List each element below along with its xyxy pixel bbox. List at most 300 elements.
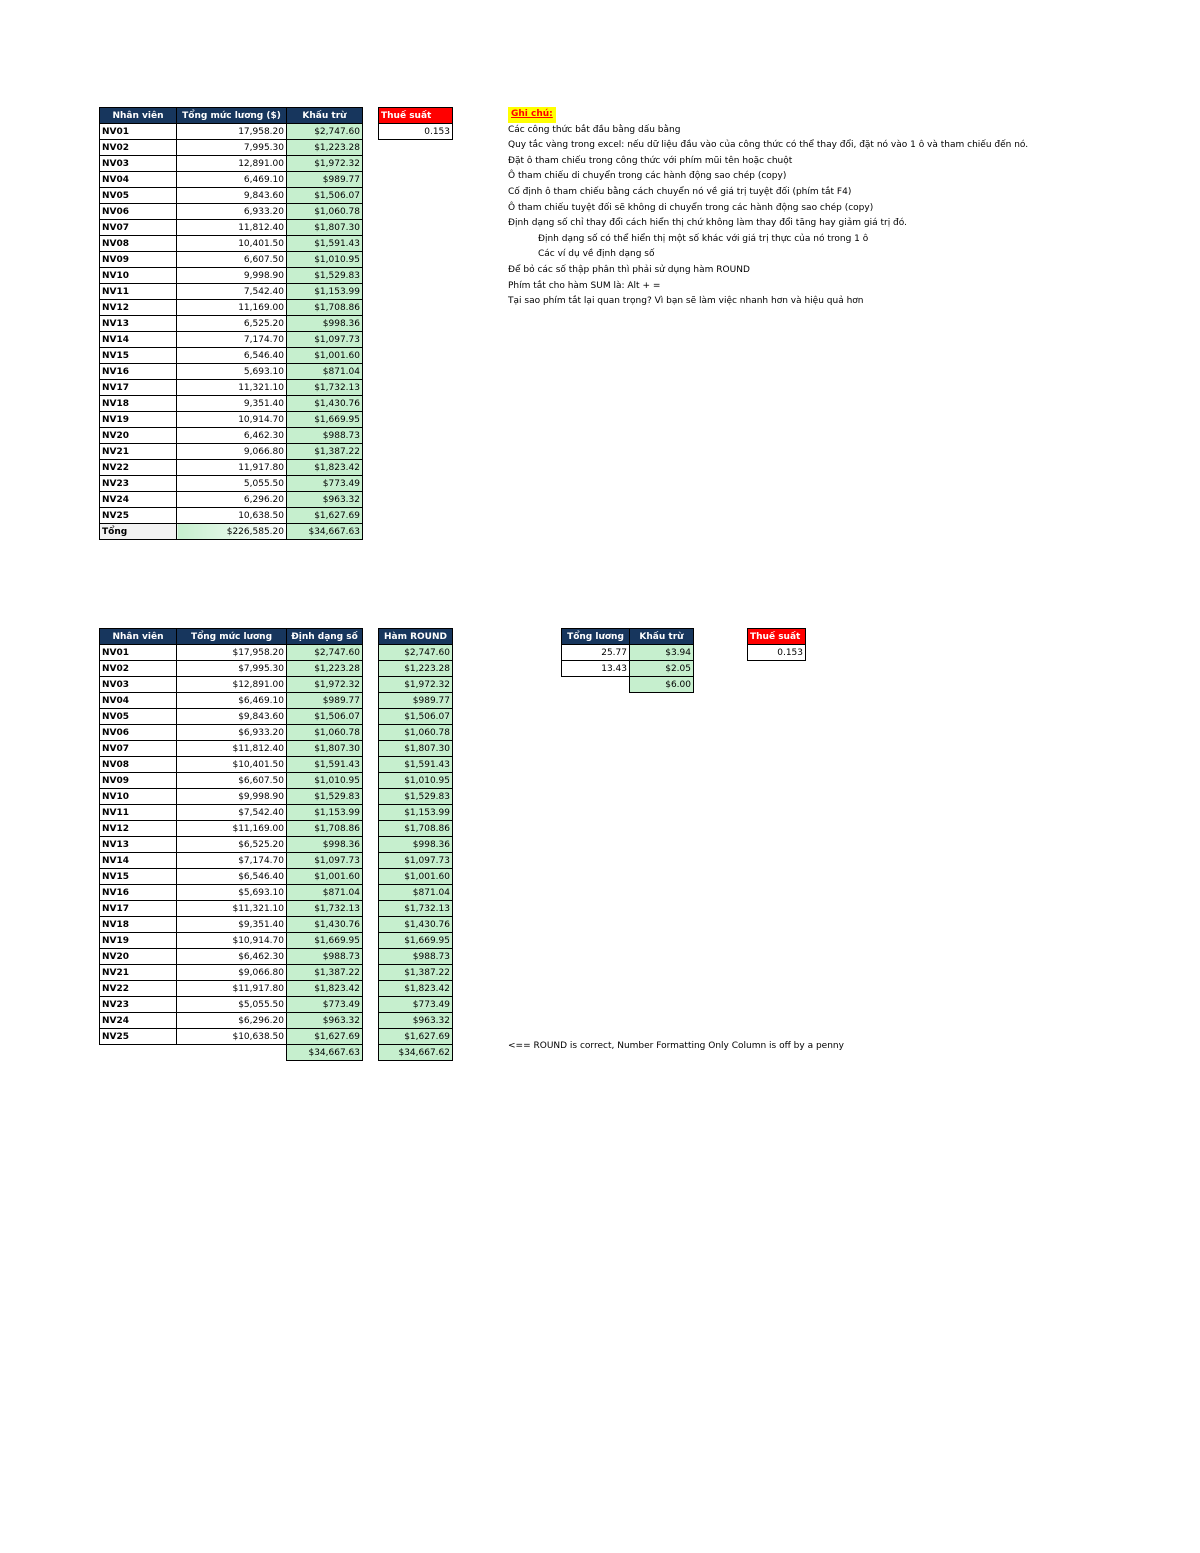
salary-cell[interactable]: $7,542.40 — [177, 805, 287, 821]
header-round[interactable]: Hàm ROUND — [379, 629, 453, 645]
round-value-cell[interactable]: $1,223.28 — [379, 661, 453, 677]
note-line: Ô tham chiếu tuyệt đối sẽ không di chuyển trong các hành động sao chép (copy) — [508, 202, 874, 213]
deduction-cell[interactable]: $1,387.22 — [287, 965, 363, 981]
table-row — [100, 124, 363, 140]
salary-cell[interactable]: 10,401.50 — [177, 236, 287, 252]
table-row — [379, 661, 453, 677]
deduction-cell[interactable]: $988.73 — [287, 428, 363, 444]
employee-id-cell[interactable]: NV16 — [100, 885, 177, 901]
table-row — [100, 444, 363, 460]
employee-id-cell[interactable]: NV24 — [100, 492, 177, 508]
employee-id-cell[interactable]: NV17 — [100, 380, 177, 396]
salary-cell[interactable]: 9,066.80 — [177, 444, 287, 460]
salary-cell[interactable]: $6,462.30 — [177, 949, 287, 965]
table-row — [379, 837, 453, 853]
tax-rate-box-2 — [747, 628, 806, 661]
table-row — [100, 981, 363, 997]
salary-cell[interactable]: $11,812.40 — [177, 741, 287, 757]
deduction-cell[interactable]: $871.04 — [287, 885, 363, 901]
round-value-cell[interactable]: $1,732.13 — [379, 901, 453, 917]
header-number-format[interactable]: Định dạng số — [287, 629, 363, 645]
table-row — [100, 853, 363, 869]
table-row — [379, 805, 453, 821]
salary-cell[interactable]: $11,917.80 — [177, 981, 287, 997]
employee-id-cell[interactable]: NV24 — [100, 1013, 177, 1029]
note-line: Cố định ô tham chiếu bằng cách chuyển nó về giá trị tuyệt đối (phím tắt F4) — [508, 186, 852, 197]
deduction-cell[interactable]: $989.77 — [287, 172, 363, 188]
deduction-cell[interactable]: $963.32 — [287, 492, 363, 508]
table-row — [100, 348, 363, 364]
salary-cell[interactable]: $6,296.20 — [177, 1013, 287, 1029]
salary-cell[interactable]: 7,995.30 — [177, 140, 287, 156]
table-row — [100, 252, 363, 268]
salary-cell[interactable]: $9,998.90 — [177, 789, 287, 805]
deduction-cell[interactable]: $1,823.42 — [287, 460, 363, 476]
deduction-cell[interactable]: $1,972.32 — [287, 156, 363, 172]
employee-id-cell[interactable]: NV12 — [100, 300, 177, 316]
table-row — [100, 789, 363, 805]
table-row — [379, 725, 453, 741]
salary-cell[interactable]: 13.43 — [562, 661, 630, 677]
salary-cell[interactable]: 6,469.10 — [177, 172, 287, 188]
empty-cell — [562, 677, 630, 693]
round-value-cell[interactable]: $1,001.60 — [379, 869, 453, 885]
table-row — [100, 917, 363, 933]
employee-id-cell[interactable]: NV16 — [100, 364, 177, 380]
round-value-cell[interactable]: $1,529.83 — [379, 789, 453, 805]
table-row — [379, 789, 453, 805]
table-row — [100, 332, 363, 348]
table-row — [379, 677, 453, 693]
note-line: Để bỏ các số thập phân thì phải sử dụng hàm ROUND — [508, 264, 750, 275]
salary-cell[interactable]: $11,321.10 — [177, 901, 287, 917]
tax-rate-value[interactable]: 0.153 — [379, 124, 453, 140]
round-function-table — [378, 628, 453, 1061]
employee-id-cell[interactable]: NV19 — [100, 412, 177, 428]
deduction-cell[interactable]: $871.04 — [287, 364, 363, 380]
table-row — [100, 709, 363, 725]
employee-id-cell[interactable]: NV17 — [100, 901, 177, 917]
deduction-cell[interactable]: $773.49 — [287, 997, 363, 1013]
table-row — [100, 188, 363, 204]
header-deduction[interactable]: Khấu trừ — [287, 108, 363, 124]
tax-rate-label[interactable]: Thuế suất — [379, 108, 453, 124]
table-row — [100, 204, 363, 220]
salary-cell[interactable]: 6,525.20 — [177, 316, 287, 332]
empty-cell — [177, 1045, 287, 1061]
round-value-cell[interactable]: $773.49 — [379, 997, 453, 1013]
salary-cell[interactable]: 6,296.20 — [177, 492, 287, 508]
salary-cell[interactable]: $10,638.50 — [177, 1029, 287, 1045]
deduction-cell[interactable]: $1,708.86 — [287, 821, 363, 837]
table-row — [379, 741, 453, 757]
note-line-indented: Định dạng số có thể hiển thị một số khác với giá trị thực của nó trong 1 ô — [538, 233, 869, 244]
deduction-cell[interactable]: $1,430.76 — [287, 917, 363, 933]
salary-cell[interactable]: $17,958.20 — [177, 645, 287, 661]
table-row — [379, 885, 453, 901]
deduction-cell[interactable]: $1,223.28 — [287, 140, 363, 156]
table-row — [379, 821, 453, 837]
tax-rate-label[interactable]: Thuế suất — [748, 629, 806, 645]
round-value-cell[interactable]: $1,060.78 — [379, 725, 453, 741]
table-row — [100, 300, 363, 316]
table-row — [100, 140, 363, 156]
table-row — [379, 981, 453, 997]
table-row — [100, 725, 363, 741]
employee-id-cell[interactable]: NV03 — [100, 156, 177, 172]
employee-id-cell[interactable]: NV09 — [100, 773, 177, 789]
salary-cell[interactable]: 10,914.70 — [177, 412, 287, 428]
empty-cell — [100, 1045, 177, 1061]
table-row — [562, 677, 694, 693]
salary-cell[interactable]: $6,469.10 — [177, 693, 287, 709]
employee-id-cell[interactable]: NV07 — [100, 741, 177, 757]
table-row — [100, 885, 363, 901]
note-line: Quy tắc vàng trong excel: nếu dữ liệu đầu vào của công thức có thể thay đổi, đặt nó vào 1 ô và tham chiếu đến nó. — [508, 140, 1029, 151]
deduction-cell[interactable]: $998.36 — [287, 837, 363, 853]
employee-id-cell[interactable]: NV23 — [100, 997, 177, 1013]
table-row — [379, 773, 453, 789]
table-row — [100, 869, 363, 885]
employee-id-cell[interactable]: NV15 — [100, 869, 177, 885]
employee-id-cell[interactable]: NV21 — [100, 444, 177, 460]
deduction-cell[interactable]: $1,807.30 — [287, 220, 363, 236]
deduction-cell[interactable]: $1,529.83 — [287, 789, 363, 805]
round-value-cell[interactable]: $1,972.32 — [379, 677, 453, 693]
table-row — [100, 805, 363, 821]
deduction-cell[interactable]: $1,001.60 — [287, 869, 363, 885]
employee-id-cell[interactable]: NV22 — [100, 460, 177, 476]
employee-id-cell[interactable]: NV18 — [100, 396, 177, 412]
salary-cell[interactable]: 5,055.50 — [177, 476, 287, 492]
table-row — [100, 412, 363, 428]
employee-id-cell[interactable]: NV21 — [100, 965, 177, 981]
table-row — [562, 645, 694, 661]
table-row — [100, 284, 363, 300]
deduction-cell[interactable]: $989.77 — [287, 693, 363, 709]
employee-id-cell[interactable]: NV13 — [100, 316, 177, 332]
table-row — [100, 236, 363, 252]
deduction-cell[interactable]: $1,430.76 — [287, 396, 363, 412]
salary-cell[interactable]: $12,891.00 — [177, 677, 287, 693]
deduction-cell[interactable]: $1,010.95 — [287, 252, 363, 268]
salary-cell[interactable]: $11,169.00 — [177, 821, 287, 837]
table-row — [379, 645, 453, 661]
table-row — [100, 965, 363, 981]
deduction-cell[interactable]: $2.05 — [630, 661, 694, 677]
salary-cell[interactable]: $6,525.20 — [177, 837, 287, 853]
deduction-cell[interactable]: $1,060.78 — [287, 725, 363, 741]
round-total[interactable]: $34,667.62 — [379, 1045, 453, 1061]
deduction-cell[interactable]: $998.36 — [287, 316, 363, 332]
employee-id-cell[interactable]: NV10 — [100, 789, 177, 805]
deduction-cell[interactable]: $1,708.86 — [287, 300, 363, 316]
deduction-cell[interactable]: $2,747.60 — [287, 124, 363, 140]
salary-cell[interactable]: $10,401.50 — [177, 757, 287, 773]
deduction-cell[interactable]: $1,223.28 — [287, 661, 363, 677]
table2-total-row — [100, 1045, 363, 1061]
round-value-cell[interactable]: $1,153.99 — [379, 805, 453, 821]
deduction-cell[interactable]: $1,097.73 — [287, 332, 363, 348]
round-value-cell[interactable]: $1,627.69 — [379, 1029, 453, 1045]
table-row — [100, 997, 363, 1013]
round-value-cell[interactable]: $1,807.30 — [379, 741, 453, 757]
salary-cell[interactable]: 9,843.60 — [177, 188, 287, 204]
deduction-cell[interactable]: $1,153.99 — [287, 284, 363, 300]
salary-cell[interactable]: 7,174.70 — [177, 332, 287, 348]
employee-id-cell[interactable]: NV05 — [100, 188, 177, 204]
deduction-cell[interactable]: $963.32 — [287, 1013, 363, 1029]
salary-cell[interactable]: 9,351.40 — [177, 396, 287, 412]
salary-cell[interactable]: 9,998.90 — [177, 268, 287, 284]
salary-cell[interactable]: 11,321.10 — [177, 380, 287, 396]
round-value-cell[interactable]: $1,823.42 — [379, 981, 453, 997]
round-value-cell[interactable]: $1,430.76 — [379, 917, 453, 933]
salary-cell[interactable]: 5,693.10 — [177, 364, 287, 380]
employee-id-cell[interactable]: NV18 — [100, 917, 177, 933]
header-employee[interactable]: Nhân viên — [100, 629, 177, 645]
employee-id-cell[interactable]: NV02 — [100, 140, 177, 156]
table-row — [100, 316, 363, 332]
employee-id-cell[interactable]: NV04 — [100, 172, 177, 188]
table2-body — [100, 645, 363, 1045]
round-value-cell[interactable]: $988.73 — [379, 949, 453, 965]
employee-id-cell[interactable]: NV13 — [100, 837, 177, 853]
note-line: Tại sao phím tắt lại quan trọng? Vì bạn sẽ làm việc nhanh hơn và hiệu quả hơn — [508, 296, 864, 307]
table-row — [100, 172, 363, 188]
deduction-cell[interactable]: $1,529.83 — [287, 268, 363, 284]
employee-id-cell[interactable]: NV06 — [100, 725, 177, 741]
salary-cell[interactable]: 17,958.20 — [177, 124, 287, 140]
deduction-cell[interactable]: $1,001.60 — [287, 348, 363, 364]
employee-id-cell[interactable]: NV06 — [100, 204, 177, 220]
salary-cell[interactable]: 11,812.40 — [177, 220, 287, 236]
table-row — [100, 220, 363, 236]
round-value-cell[interactable]: $1,387.22 — [379, 965, 453, 981]
total-deduction[interactable]: $34,667.63 — [287, 524, 363, 540]
small-example-table — [561, 628, 694, 693]
table-row — [100, 677, 363, 693]
deduction-cell[interactable]: $1,732.13 — [287, 380, 363, 396]
deduction-cell[interactable]: $773.49 — [287, 476, 363, 492]
salary-cell[interactable]: $5,055.50 — [177, 997, 287, 1013]
deduction-cell[interactable]: $1,060.78 — [287, 204, 363, 220]
salary-cell[interactable]: 12,891.00 — [177, 156, 287, 172]
employee-id-cell[interactable]: NV09 — [100, 252, 177, 268]
table-row — [100, 757, 363, 773]
employee-id-cell[interactable]: NV05 — [100, 709, 177, 725]
table-row — [100, 1013, 363, 1029]
employee-id-cell[interactable]: NV15 — [100, 348, 177, 364]
salary-cell[interactable]: $6,607.50 — [177, 773, 287, 789]
deduction-cell[interactable]: $1,627.69 — [287, 1029, 363, 1045]
round-value-cell[interactable]: $871.04 — [379, 885, 453, 901]
header-total-salary[interactable]: Tổng lương — [562, 629, 630, 645]
employee-id-cell[interactable]: NV22 — [100, 981, 177, 997]
table-row — [100, 268, 363, 284]
employee-id-cell[interactable]: NV25 — [100, 508, 177, 524]
deduction-cell[interactable]: $1,627.69 — [287, 508, 363, 524]
salary-cell[interactable]: $10,914.70 — [177, 933, 287, 949]
round-value-cell[interactable]: $2,747.60 — [379, 645, 453, 661]
table-row — [379, 933, 453, 949]
note-line: Định dạng số chỉ thay đổi cách hiển thị chứ không làm thay đổi tăng hay giảm giá trị đó. — [508, 218, 907, 229]
employee-id-cell[interactable]: NV08 — [100, 236, 177, 252]
table-row — [100, 949, 363, 965]
table-row — [100, 460, 363, 476]
note-line-indented: Các ví dụ về định dạng số — [538, 249, 655, 260]
table-row — [100, 901, 363, 917]
note-line: Ô tham chiếu di chuyển trong các hành động sao chép (copy) — [508, 171, 787, 182]
deduction-cell[interactable]: $3.94 — [630, 645, 694, 661]
employee-id-cell[interactable]: NV12 — [100, 821, 177, 837]
employee-id-cell[interactable]: NV19 — [100, 933, 177, 949]
deduction-cell[interactable]: $1,506.07 — [287, 188, 363, 204]
header-deduction[interactable]: Khấu trừ — [630, 629, 694, 645]
deduction-cell[interactable]: $1,591.43 — [287, 236, 363, 252]
salary-cell[interactable]: 11,169.00 — [177, 300, 287, 316]
employee-id-cell[interactable]: NV14 — [100, 853, 177, 869]
employee-id-cell[interactable]: NV25 — [100, 1029, 177, 1045]
deduction-cell[interactable]: $1,972.32 — [287, 677, 363, 693]
table-row — [379, 1029, 453, 1045]
employee-id-cell[interactable]: NV07 — [100, 220, 177, 236]
salary-cell[interactable]: $6,933.20 — [177, 725, 287, 741]
deduction-cell[interactable]: $1,669.95 — [287, 412, 363, 428]
table1-body — [100, 124, 363, 524]
tax-rate-box-1 — [378, 107, 453, 140]
employee-id-cell[interactable]: NV14 — [100, 332, 177, 348]
total-label[interactable]: Tổng — [100, 524, 177, 540]
deduction-cell[interactable]: $1,591.43 — [287, 757, 363, 773]
deduction-cell[interactable]: $1,097.73 — [287, 853, 363, 869]
round-value-cell[interactable]: $1,591.43 — [379, 757, 453, 773]
employee-id-cell[interactable]: NV02 — [100, 661, 177, 677]
employee-id-cell[interactable]: NV08 — [100, 757, 177, 773]
table-row — [379, 949, 453, 965]
tax-rate-value[interactable]: 0.153 — [748, 645, 806, 661]
employee-id-cell[interactable]: NV20 — [100, 949, 177, 965]
round-value-cell[interactable]: $1,669.95 — [379, 933, 453, 949]
salary-cell[interactable]: 6,607.50 — [177, 252, 287, 268]
round-value-cell[interactable]: $963.32 — [379, 1013, 453, 1029]
header-gross-salary[interactable]: Tổng mức lương — [177, 629, 287, 645]
table-row — [100, 821, 363, 837]
salary-cell[interactable]: $7,995.30 — [177, 661, 287, 677]
employee-id-cell[interactable]: NV20 — [100, 428, 177, 444]
number-format-total[interactable]: $34,667.63 — [287, 1045, 363, 1061]
table-row — [379, 709, 453, 725]
deduction-cell[interactable]: $2,747.60 — [287, 645, 363, 661]
total-gross[interactable]: $226,585.20 — [177, 524, 287, 540]
deduction-cell[interactable]: $1,732.13 — [287, 901, 363, 917]
table-row — [379, 853, 453, 869]
table-row — [100, 1029, 363, 1045]
table-row — [100, 645, 363, 661]
round-body — [379, 645, 453, 1045]
table-row — [100, 380, 363, 396]
round-footnote: <== ROUND is correct, Number Formatting Only Column is off by a penny — [508, 1041, 844, 1051]
table-row — [379, 693, 453, 709]
round-value-cell[interactable]: $1,506.07 — [379, 709, 453, 725]
table-row — [100, 492, 363, 508]
deduction-cell[interactable]: $1,387.22 — [287, 444, 363, 460]
salary-cell[interactable]: $7,174.70 — [177, 853, 287, 869]
table-row — [100, 741, 363, 757]
small-total-cell[interactable]: $6.00 — [630, 677, 694, 693]
salary-cell[interactable]: 6,933.20 — [177, 204, 287, 220]
employee-id-cell[interactable]: NV23 — [100, 476, 177, 492]
table-row — [379, 1013, 453, 1029]
employee-id-cell[interactable]: NV11 — [100, 805, 177, 821]
table-row — [100, 508, 363, 524]
deduction-cell[interactable]: $1,506.07 — [287, 709, 363, 725]
salary-cell[interactable]: 6,462.30 — [177, 428, 287, 444]
notes-block — [508, 107, 1028, 310]
salary-cell[interactable]: $9,066.80 — [177, 965, 287, 981]
deduction-cell[interactable]: $1,823.42 — [287, 981, 363, 997]
table-row — [379, 997, 453, 1013]
table-row — [100, 476, 363, 492]
table-row — [100, 364, 363, 380]
header-employee[interactable]: Nhân viên — [100, 108, 177, 124]
employee-id-cell[interactable]: NV03 — [100, 677, 177, 693]
deduction-cell[interactable]: $1,807.30 — [287, 741, 363, 757]
salary-cell[interactable]: 25.77 — [562, 645, 630, 661]
table-row — [100, 396, 363, 412]
round-value-cell[interactable]: $1,097.73 — [379, 853, 453, 869]
note-line: Phím tắt cho hàm SUM là: Alt + = — [508, 280, 661, 291]
round-value-cell[interactable]: $1,708.86 — [379, 821, 453, 837]
table-row — [379, 965, 453, 981]
round-value-cell[interactable]: $1,010.95 — [379, 773, 453, 789]
deduction-cell[interactable]: $988.73 — [287, 949, 363, 965]
note-line: Đặt ô tham chiếu trong công thức với phím mũi tên hoặc chuột — [508, 155, 793, 166]
table-row — [562, 661, 694, 677]
salary-cell[interactable]: 6,546.40 — [177, 348, 287, 364]
salary-cell[interactable]: 11,917.80 — [177, 460, 287, 476]
notes-title: Ghi chú: — [508, 107, 556, 123]
table-row — [100, 156, 363, 172]
table-row — [379, 917, 453, 933]
round-value-cell[interactable]: $989.77 — [379, 693, 453, 709]
table-row — [100, 837, 363, 853]
salary-cell[interactable]: 10,638.50 — [177, 508, 287, 524]
employee-id-cell[interactable]: NV11 — [100, 284, 177, 300]
salary-cell[interactable]: $9,843.60 — [177, 709, 287, 725]
deduction-cell[interactable]: $1,153.99 — [287, 805, 363, 821]
salary-cell[interactable]: $9,351.40 — [177, 917, 287, 933]
deduction-cell[interactable]: $1,010.95 — [287, 773, 363, 789]
employee-id-cell[interactable]: NV01 — [100, 124, 177, 140]
table1-total-row — [100, 524, 363, 540]
table-row — [100, 693, 363, 709]
table-row — [379, 757, 453, 773]
employee-id-cell[interactable]: NV01 — [100, 645, 177, 661]
employee-id-cell[interactable]: NV04 — [100, 693, 177, 709]
table-row — [100, 933, 363, 949]
salary-table-1 — [99, 107, 363, 540]
round-value-cell[interactable]: $998.36 — [379, 837, 453, 853]
deduction-cell[interactable]: $1,669.95 — [287, 933, 363, 949]
table-row — [100, 661, 363, 677]
employee-id-cell[interactable]: NV10 — [100, 268, 177, 284]
header-gross-salary[interactable]: Tổng mức lương ($) — [177, 108, 287, 124]
salary-cell[interactable]: $6,546.40 — [177, 869, 287, 885]
salary-cell[interactable]: $5,693.10 — [177, 885, 287, 901]
salary-cell[interactable]: 7,542.40 — [177, 284, 287, 300]
salary-table-2 — [99, 628, 363, 1061]
